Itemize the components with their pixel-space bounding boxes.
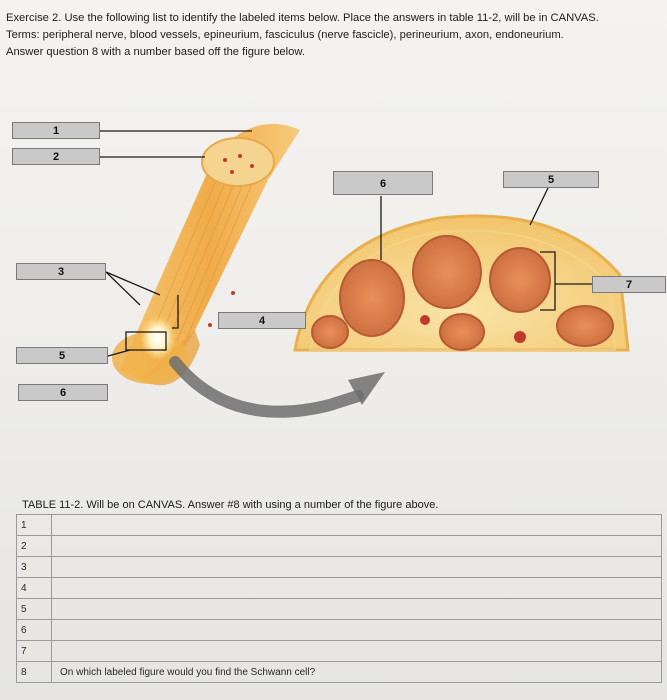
nerve-figure bbox=[0, 100, 667, 500]
row-number: 4 bbox=[17, 578, 52, 599]
answer-cell[interactable] bbox=[52, 641, 662, 662]
row-number: 3 bbox=[17, 557, 52, 578]
figure-label-6-left[interactable]: 6 bbox=[18, 384, 108, 401]
row-number: 6 bbox=[17, 620, 52, 641]
answer-cell[interactable] bbox=[52, 536, 662, 557]
table-row bbox=[17, 641, 662, 662]
answer-table bbox=[16, 514, 662, 683]
question-8-text[interactable]: On which labeled figure would you find the Schwann cell? bbox=[52, 662, 662, 683]
peripheral-nerve-longitudinal bbox=[112, 124, 300, 385]
row-number: 7 bbox=[17, 641, 52, 662]
nerve-cross-section bbox=[295, 216, 628, 350]
answer-cell[interactable] bbox=[52, 515, 662, 536]
figure-label-6-right[interactable]: 6 bbox=[333, 171, 433, 195]
row-number: 5 bbox=[17, 599, 52, 620]
answer-cell[interactable] bbox=[52, 557, 662, 578]
table-row bbox=[17, 599, 662, 620]
table-row bbox=[17, 578, 662, 599]
instruction-line-3: Answer question 8 with a number based off the figure below. bbox=[6, 46, 305, 58]
row-number: 2 bbox=[17, 536, 52, 557]
zoom-arrow bbox=[175, 362, 358, 412]
figure-label-7[interactable]: 7 bbox=[592, 276, 666, 293]
exercise-instructions bbox=[6, 10, 661, 61]
table-11-2 bbox=[16, 497, 662, 683]
answer-cell[interactable] bbox=[52, 620, 662, 641]
figure-label-2[interactable]: 2 bbox=[12, 148, 100, 165]
answer-cell[interactable] bbox=[52, 599, 662, 620]
table-row bbox=[17, 662, 662, 683]
answer-cell[interactable] bbox=[52, 578, 662, 599]
figure-label-5-left[interactable]: 5 bbox=[16, 347, 108, 364]
figure-label-4[interactable]: 4 bbox=[218, 312, 306, 329]
instruction-line-1: Exercise 2. Use the following list to identify the labeled items below. Place the answers in table 11-2, will be in CANVAS. bbox=[6, 12, 599, 24]
figure-label-5-right[interactable]: 5 bbox=[503, 171, 599, 188]
row-number: 8 bbox=[17, 662, 52, 683]
row-number: 1 bbox=[17, 515, 52, 536]
table-title: TABLE 11-2. Will be on CANVAS. Answer #8 with using a number of the figure above. bbox=[22, 499, 439, 511]
figure-label-1[interactable]: 1 bbox=[12, 122, 100, 139]
figure-label-3[interactable]: 3 bbox=[16, 263, 106, 280]
table-row bbox=[17, 557, 662, 578]
instruction-terms-line: Terms: peripheral nerve, blood vessels, epineurium, fasciculus (nerve fascicle), perineurium, axon, endoneurium. bbox=[6, 29, 564, 41]
table-row bbox=[17, 620, 662, 641]
nerve-illustration bbox=[0, 100, 667, 500]
table-row bbox=[17, 536, 662, 557]
table-row bbox=[17, 515, 662, 536]
